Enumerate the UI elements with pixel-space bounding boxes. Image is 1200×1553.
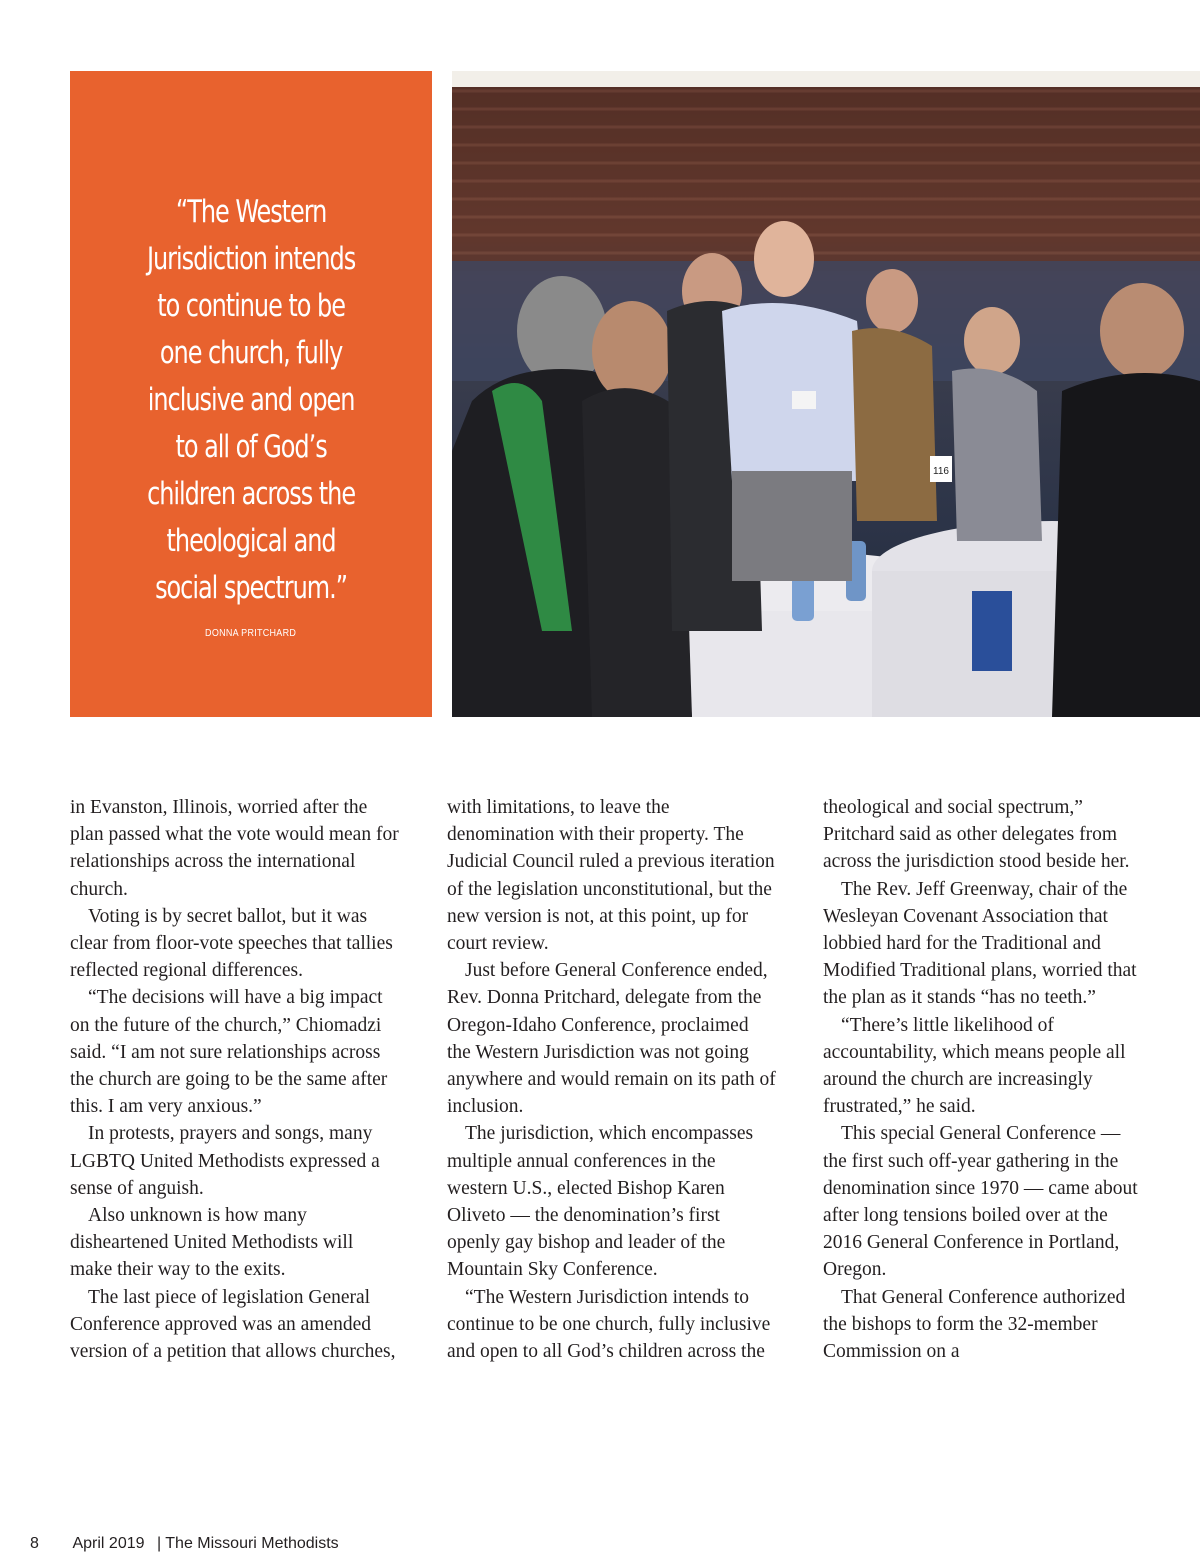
table-number-card: 116 xyxy=(933,466,949,477)
article-column-2 xyxy=(447,794,777,1365)
pull-quote-box xyxy=(70,71,432,717)
column-1-paragraph: “The decisions will have a big impact on the future of the church,” Chiomadzi said. “I am not sure relationships across the church are going to be the same after this. I am very anxious.” xyxy=(70,987,388,1118)
page-footer xyxy=(30,1535,339,1553)
column-3-paragraph: This special General Conference — the first such off-year gathering in the denomination since 1970 — came about after long tensions boiled over at the 2016 General Conference in Portland, Oregon. xyxy=(823,1123,1138,1281)
column-3-paragraph: “There’s little likelihood of accountability, which means people all around the church are increasingly frustrated,” he said. xyxy=(823,1014,1126,1118)
pull-quote-text: “The Western Jurisdiction intends to continue to be one church, fully inclusive and open to all of God’s children across the theological and social spectrum.” xyxy=(146,194,356,606)
column-1-paragraph: in Evanston, Illinois, worried after the plan passed what the vote would mean for relationships across the international church. xyxy=(70,797,399,900)
column-3-paragraph: That General Conference authorized the bishops to form the 32-member Commission on a xyxy=(823,1286,1126,1363)
page-number: 8 xyxy=(30,1535,39,1552)
column-2-paragraph: with limitations, to leave the denomination with their property. The Judicial Council ruled a previous iteration of the legislation unconstitutional, but the new version is not, at this point, up for court review. xyxy=(447,797,775,955)
column-2-paragraph: The jurisdiction, which encompasses multiple annual conferences in the western U.S., elected Bishop Karen Oliveto — the denomination’s first openly gay bishop and leader of the Mountain Sky Conference. xyxy=(447,1123,754,1281)
article-column-1 xyxy=(70,794,400,1365)
column-2-paragraph: “The Western Jurisdiction intends to continue to be one church, fully inclusive and open to all God’s children across the xyxy=(447,1286,771,1363)
column-3-paragraph: theological and social spectrum,” Pritchard said as other delegates from across the jurisdiction stood beside her. xyxy=(823,797,1130,873)
footer-separator: | xyxy=(156,1535,162,1552)
column-2-paragraph: Just before General Conference ended, Rev. Donna Pritchard, delegate from the Oregon-Idaho Conference, proclaimed the Western Jurisdiction was not going anywhere and would remain on its path of inclusion. xyxy=(447,960,776,1118)
publication-name: The Missouri Methodists xyxy=(165,1535,339,1552)
column-1-paragraph: Also unknown is how many disheartened United Methodists will make their way to the exits. xyxy=(70,1205,354,1281)
article-column-3 xyxy=(823,794,1143,1365)
column-1-paragraph: The last piece of legislation General Conference approved was an amended version of a petition that allows churches, xyxy=(70,1286,396,1363)
pull-quote-attribution: DONNA PRITCHARD xyxy=(205,628,297,639)
column-1-paragraph: Voting is by secret ballot, but it was clear from floor-vote speeches that tallies reflected regional differences. xyxy=(70,905,393,982)
issue-date: April 2019 xyxy=(72,1535,145,1552)
column-3-paragraph: The Rev. Jeff Greenway, chair of the Wesleyan Covenant Association that lobbied hard for the Traditional and Modified Traditional plans, worried that the plan as it stands “has no teeth.” xyxy=(823,878,1137,1009)
conference-photo xyxy=(452,71,1200,717)
conference-photo-illustration xyxy=(452,71,1200,717)
column-1-paragraph: In protests, prayers and songs, many LGBTQ United Methodists expressed a sense of anguish. xyxy=(70,1123,380,1199)
